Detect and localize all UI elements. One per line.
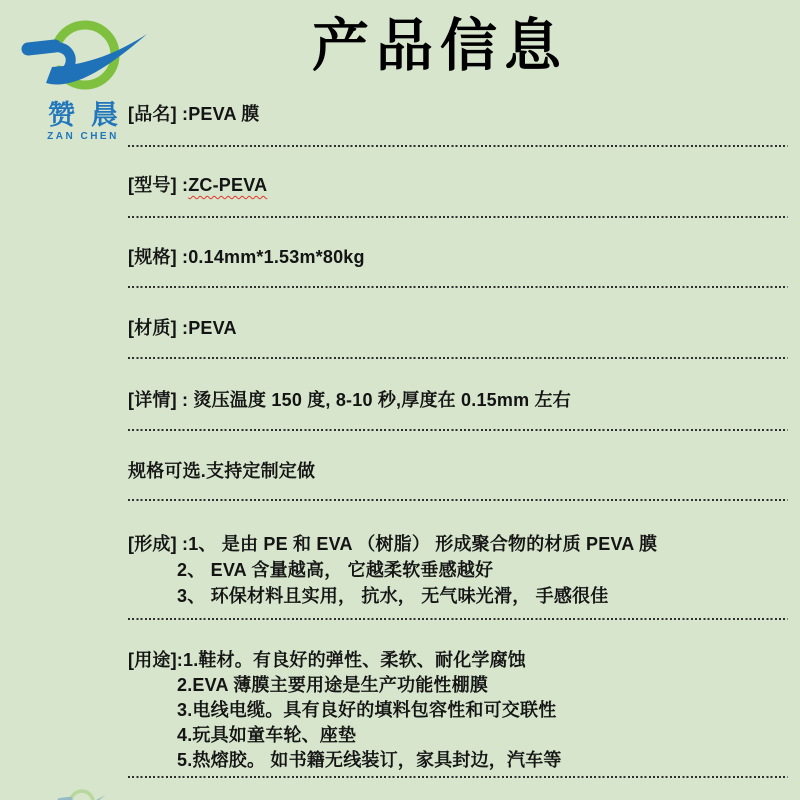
field-usage-line3: 3.电线电缆。具有良好的填料包容性和可交联性 <box>177 700 557 720</box>
field-colon: : <box>176 175 189 195</box>
dashed-divider <box>128 618 788 620</box>
field-label: [材质] <box>128 318 177 338</box>
field-value: :1.鞋材。有良好的弹性、柔软、耐化学腐蚀 <box>176 650 527 670</box>
dashed-divider <box>128 499 788 501</box>
field-spec <box>128 243 365 269</box>
field-material <box>128 314 237 340</box>
page-title: 产品信息 <box>312 15 568 78</box>
brand-name-english: ZAN CHEN <box>47 131 119 143</box>
field-value: : 烫压温度 150 度, 8-10 秒,厚度在 0.15mm 左右 <box>176 390 571 410</box>
field-value: :PEVA <box>176 318 237 338</box>
dashed-divider <box>128 776 788 778</box>
field-value: :0.14mm*1.53m*80kg <box>176 247 365 267</box>
dashed-divider <box>128 216 788 218</box>
field-label: [用途] <box>128 650 177 670</box>
field-value-spellcheck: ZC-PEVA <box>188 175 268 195</box>
watermark-logo-fragment <box>52 785 110 800</box>
field-label: [形成] <box>128 534 177 554</box>
field-formation-line1 <box>128 530 657 556</box>
field-usage-line4: 4.玩具如童车轮、座垫 <box>177 725 357 745</box>
field-usage-line1 <box>128 646 526 672</box>
dashed-divider <box>128 357 788 359</box>
field-label: [品名] <box>128 104 177 124</box>
field-usage-line2: 2.EVA 薄膜主要用途是生产功能性棚膜 <box>177 675 489 695</box>
field-details <box>128 386 571 412</box>
field-value: :1、 是由 PE 和 EVA （树脂） 形成聚合物的材质 PEVA 膜 <box>176 534 658 554</box>
field-model <box>128 171 267 197</box>
zan-chen-logo-fragment-icon <box>52 785 110 800</box>
zan-chen-logo-icon <box>8 10 158 96</box>
field-label: [型号] <box>128 175 177 195</box>
field-value: :PEVA 膜 <box>176 104 260 124</box>
dashed-divider <box>128 145 788 147</box>
field-label: [详情] <box>128 390 177 410</box>
dashed-divider <box>128 429 788 431</box>
field-product-name <box>128 100 259 126</box>
field-formation-line2: 2、 EVA 含量越高， 它越柔软垂感越好 <box>177 560 494 580</box>
dashed-divider <box>128 286 788 288</box>
field-usage-line5: 5.热熔胶。 如书籍无线装订，家具封边，汽车等 <box>177 750 562 770</box>
brand-name-chinese: 赞晨 <box>48 100 134 130</box>
field-formation-line3: 3、 环保材料且实用， 抗水， 无气味光滑， 手感很佳 <box>177 586 609 606</box>
note-custom-spec: 规格可选.支持定制定做 <box>128 461 316 481</box>
field-label: [规格] <box>128 247 177 267</box>
